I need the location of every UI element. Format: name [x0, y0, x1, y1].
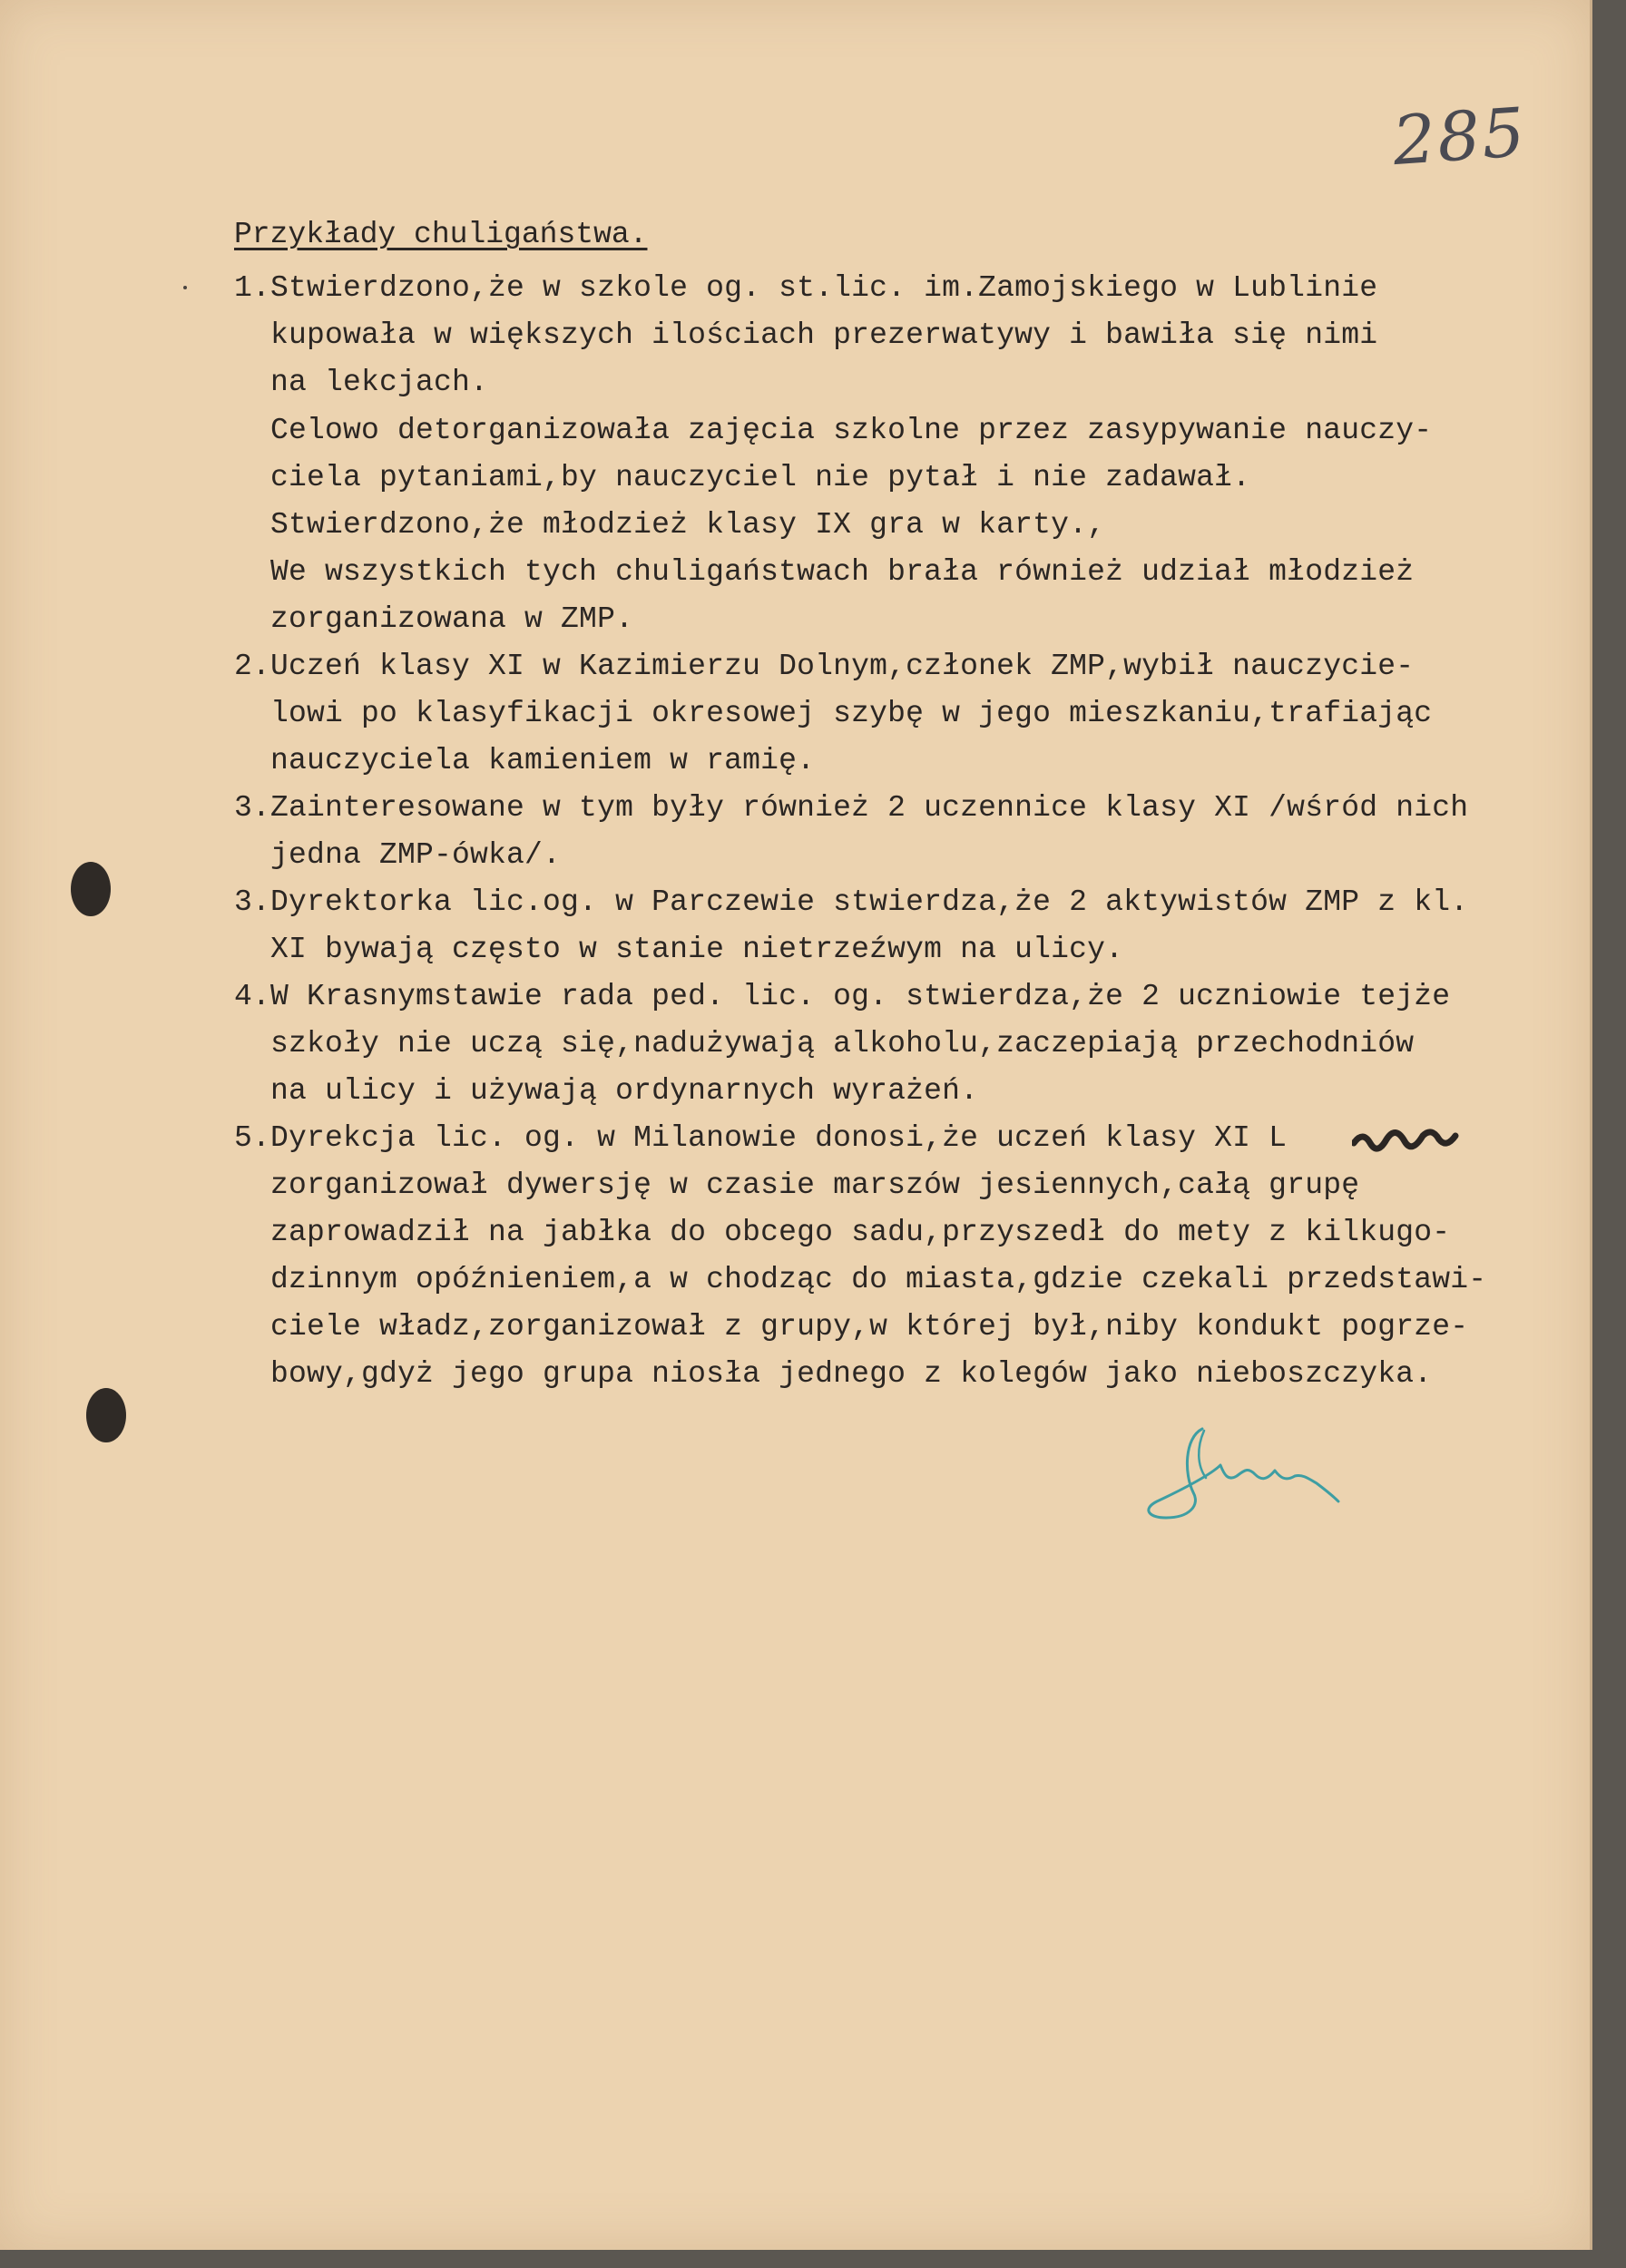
document-line: jedna ZMP-ówka/.	[234, 838, 562, 872]
handwritten-signature	[1130, 1411, 1347, 1529]
document-line: szkoły nie uczą się,nadużywają alkoholu,zaczepiają przechodniów	[234, 1027, 1415, 1061]
document-line: lowi po klasyfikacji okresowej szybę w jego mieszkaniu,trafiając	[234, 697, 1433, 730]
document-line: zaprowadził na jabłka do obcego sadu,przyszedł do mety z kilkugo-	[234, 1216, 1451, 1249]
document-line: na ulicy i używają ordynarnych wyrażeń.	[234, 1074, 979, 1108]
document-line: zorganizowana w ZMP.	[234, 602, 634, 636]
document-line: 3.Dyrektorka lic.og. w Parczewie stwierdza,że 2 aktywistów ZMP z kl.	[234, 885, 1469, 919]
document-line: 1.Stwierdzono,że w szkole og. st.lic. im.Zamojskiego w Lublinie	[234, 271, 1378, 305]
document-line: na lekcjach.	[234, 366, 489, 399]
document-line: Stwierdzono,że młodzież klasy IX gra w karty.,	[234, 508, 1106, 542]
document-line: 4.W Krasnymstawie rada ped. lic. og. stwierdza,że 2 uczniowie tejże	[234, 980, 1451, 1013]
document-line: kupowała w większych ilościach prezerwatywy i bawiła się nimi	[234, 318, 1378, 352]
punch-hole-bottom	[86, 1388, 126, 1442]
redaction-scribble	[1352, 1123, 1461, 1159]
document-line: dzinnym opóźnieniem,a w chodząc do miasta,gdzie czekali przedstawi-	[234, 1263, 1487, 1296]
document-line: 3.Zainteresowane w tym były również 2 uczennice klasy XI /wśród nich	[234, 791, 1469, 825]
document-line: ciele władz,zorganizował z grupy,w której był,niby kondukt pogrze-	[234, 1310, 1469, 1344]
document-line: zorganizował dywersję w czasie marszów jesiennych,całą grupę	[234, 1168, 1360, 1202]
document-line: 5.Dyrekcja lic. og. w Milanowie donosi,że uczeń klasy XI L	[234, 1121, 1288, 1155]
document-line: We wszystkich tych chuligaństwach brała również udział młodzież	[234, 555, 1415, 589]
document-line: bowy,gdyż jego grupa niosła jednego z kolegów jako nieboszczyka.	[234, 1357, 1433, 1391]
document-line: nauczyciela kamieniem w ramię.	[234, 744, 816, 777]
document-line: Celowo detorganizowała zajęcia szkolne przez zasypywanie nauczy-	[234, 414, 1433, 447]
page-number: 285	[1390, 93, 1530, 181]
document-title: Przykłady chuligaństwa.	[234, 218, 648, 251]
document-line: 2.Uczeń klasy XI w Kazimierzu Dolnym,członek ZMP,wybił nauczycie-	[234, 650, 1415, 683]
margin-dot	[183, 286, 187, 289]
document-line: XI bywają często w stanie nietrzeźwym na ulicy.	[234, 933, 1124, 966]
punch-hole-top	[71, 862, 111, 916]
document-line: ciela pytaniami,by nauczyciel nie pytał i nie zadawał.	[234, 461, 1251, 494]
